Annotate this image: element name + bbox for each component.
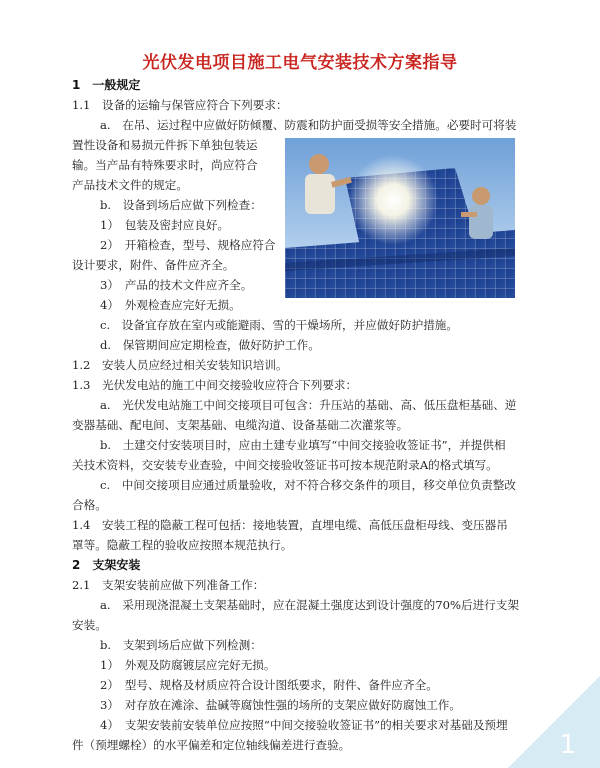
text-line: 3） 产品的技术文件应齐全。: [100, 278, 253, 292]
text-line: 置性设备和易损元件拆下单独包装运: [72, 138, 258, 152]
page-corner-decoration: [508, 676, 600, 768]
text-line: 罩等。隐蔽工程的验收应按照本规范执行。: [72, 538, 293, 552]
text-line: c. 中间交接项目应通过质量验收，对不符合移交条件的项目，移交单位负责整改: [100, 478, 516, 492]
text-line: 2） 型号、规格及材质应符合设计图纸要求，附件、备件应齐全。: [100, 678, 438, 692]
text-line: 1） 包装及密封应良好。: [100, 218, 230, 232]
text-line: b. 支架到场后应做下列检测：: [100, 638, 262, 652]
text-line: 1.4 安装工程的隐蔽工程可包括：接地装置，直埋电缆、高低压盘柜母线、变压器吊: [72, 518, 508, 532]
section-heading: 1 一般规定: [72, 78, 141, 92]
page-number: 1: [559, 730, 576, 760]
text-line: 输。当产品有特殊要求时，尚应符合: [72, 158, 258, 172]
text-line: 产品技术文件的规定。: [72, 178, 188, 192]
text-line: 1.1 设备的运输与保管应符合下列要求：: [72, 98, 288, 112]
text-line: b. 设备到场后应做下列检查：: [100, 198, 262, 212]
text-line: 设计要求，附件、备件应齐全。: [72, 258, 235, 272]
text-line: 1） 外观及防腐镀层应完好无损。: [100, 658, 276, 672]
text-line: c. 设备宜存放在室内或能避雨、雪的干燥场所，并应做好防护措施。: [100, 318, 458, 332]
text-line: 1.3 光伏发电站的施工中间交接验收应符合下列要求：: [72, 378, 358, 392]
text-line: 2.1 支架安装前应做下列准备工作：: [72, 578, 265, 592]
text-line: 4） 外观检查应完好无损。: [100, 298, 241, 312]
solar-panel-illustration: [285, 138, 515, 298]
text-line: 4） 支架安装前安装单位应按照“中间交接验收签证书”的相关要求对基础及预埋: [100, 718, 508, 732]
text-line: b. 土建交付安装项目时，应由土建专业填写“中间交接验收签证书”，并提供相: [100, 438, 506, 452]
text-line: a. 光伏发电站施工中间交接项目可包含：升压站的基础、高、低压盘柜基础、逆: [100, 398, 517, 412]
text-line: 件（预埋螺栓）的水平偏差和定位轴线偏差进行查验。: [72, 738, 351, 752]
text-line: 安装。: [72, 618, 107, 632]
text-line: a. 在吊、运过程中应做好防倾覆、防震和防护面受损等安全措施。必要时可将装: [100, 118, 517, 132]
solar-panel-photo: [285, 138, 515, 298]
text-line: 关技术资料，交安装专业查验，中间交接验收签证书可按本规范附录A的格式填写。: [72, 458, 498, 472]
text-line: a. 采用现浇混凝土支架基础时，应在混凝土强度达到设计强度的70%后进行支架: [100, 598, 519, 612]
text-line: d. 保管期间应定期检查，做好防护工作。: [100, 338, 320, 352]
text-line: 合格。: [72, 498, 107, 512]
text-line: 3） 对存放在滩涂、盐碱等腐蚀性强的场所的支架应做好防腐蚀工作。: [100, 698, 461, 712]
section-heading: 2 支架安装: [72, 558, 141, 572]
text-line: 1.2 安装人员应经过相关安装知识培训。: [72, 358, 288, 372]
document-title: 光伏发电项目施工电气安装技术方案指导: [142, 53, 458, 73]
text-line: 变器基础、配电间、支架基础、电缆沟道、设备基础二次灌浆等。: [72, 418, 409, 432]
text-line: 2） 开箱检查，型号、规格应符合: [100, 238, 276, 252]
